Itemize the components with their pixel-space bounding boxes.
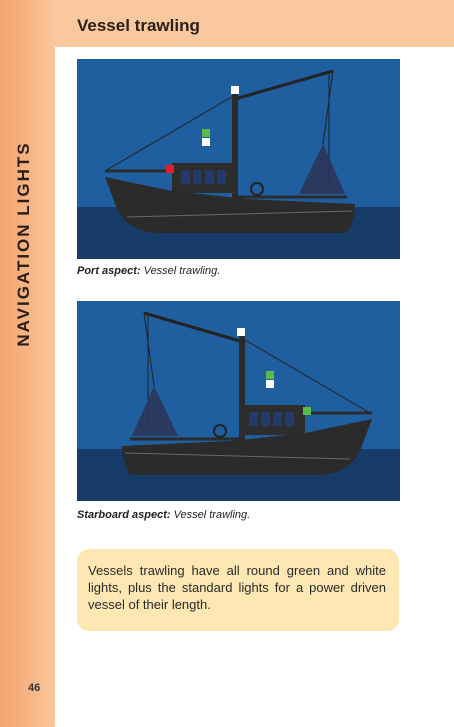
trawling-white-light <box>266 380 274 388</box>
info-note-text: Vessels trawling have all round green and white lights, plus the standard lights for a power driven vessel of their length. <box>88 563 386 612</box>
header-band <box>0 0 454 47</box>
trawling-white-light <box>202 138 210 146</box>
starboard-green-light <box>303 407 311 415</box>
port-red-light <box>166 165 174 173</box>
figure-caption-port: Port aspect: Vessel trawling. <box>77 265 221 277</box>
trawling-green-light <box>266 371 274 379</box>
page-title: Vessel trawling <box>77 16 200 35</box>
masthead-white-light <box>237 328 245 336</box>
port-aspect-illustration <box>77 59 400 259</box>
info-note-box <box>77 549 399 631</box>
starboard-aspect-illustration <box>77 301 400 501</box>
figure-caption-starboard: Starboard aspect: Vessel trawling. <box>77 509 251 521</box>
sidebar-tab <box>0 0 55 727</box>
section-title: NAVIGATION LIGHTS <box>14 141 33 347</box>
masthead-white-light <box>231 86 239 94</box>
page-number: 46 <box>28 682 41 694</box>
trawling-green-light <box>202 129 210 137</box>
